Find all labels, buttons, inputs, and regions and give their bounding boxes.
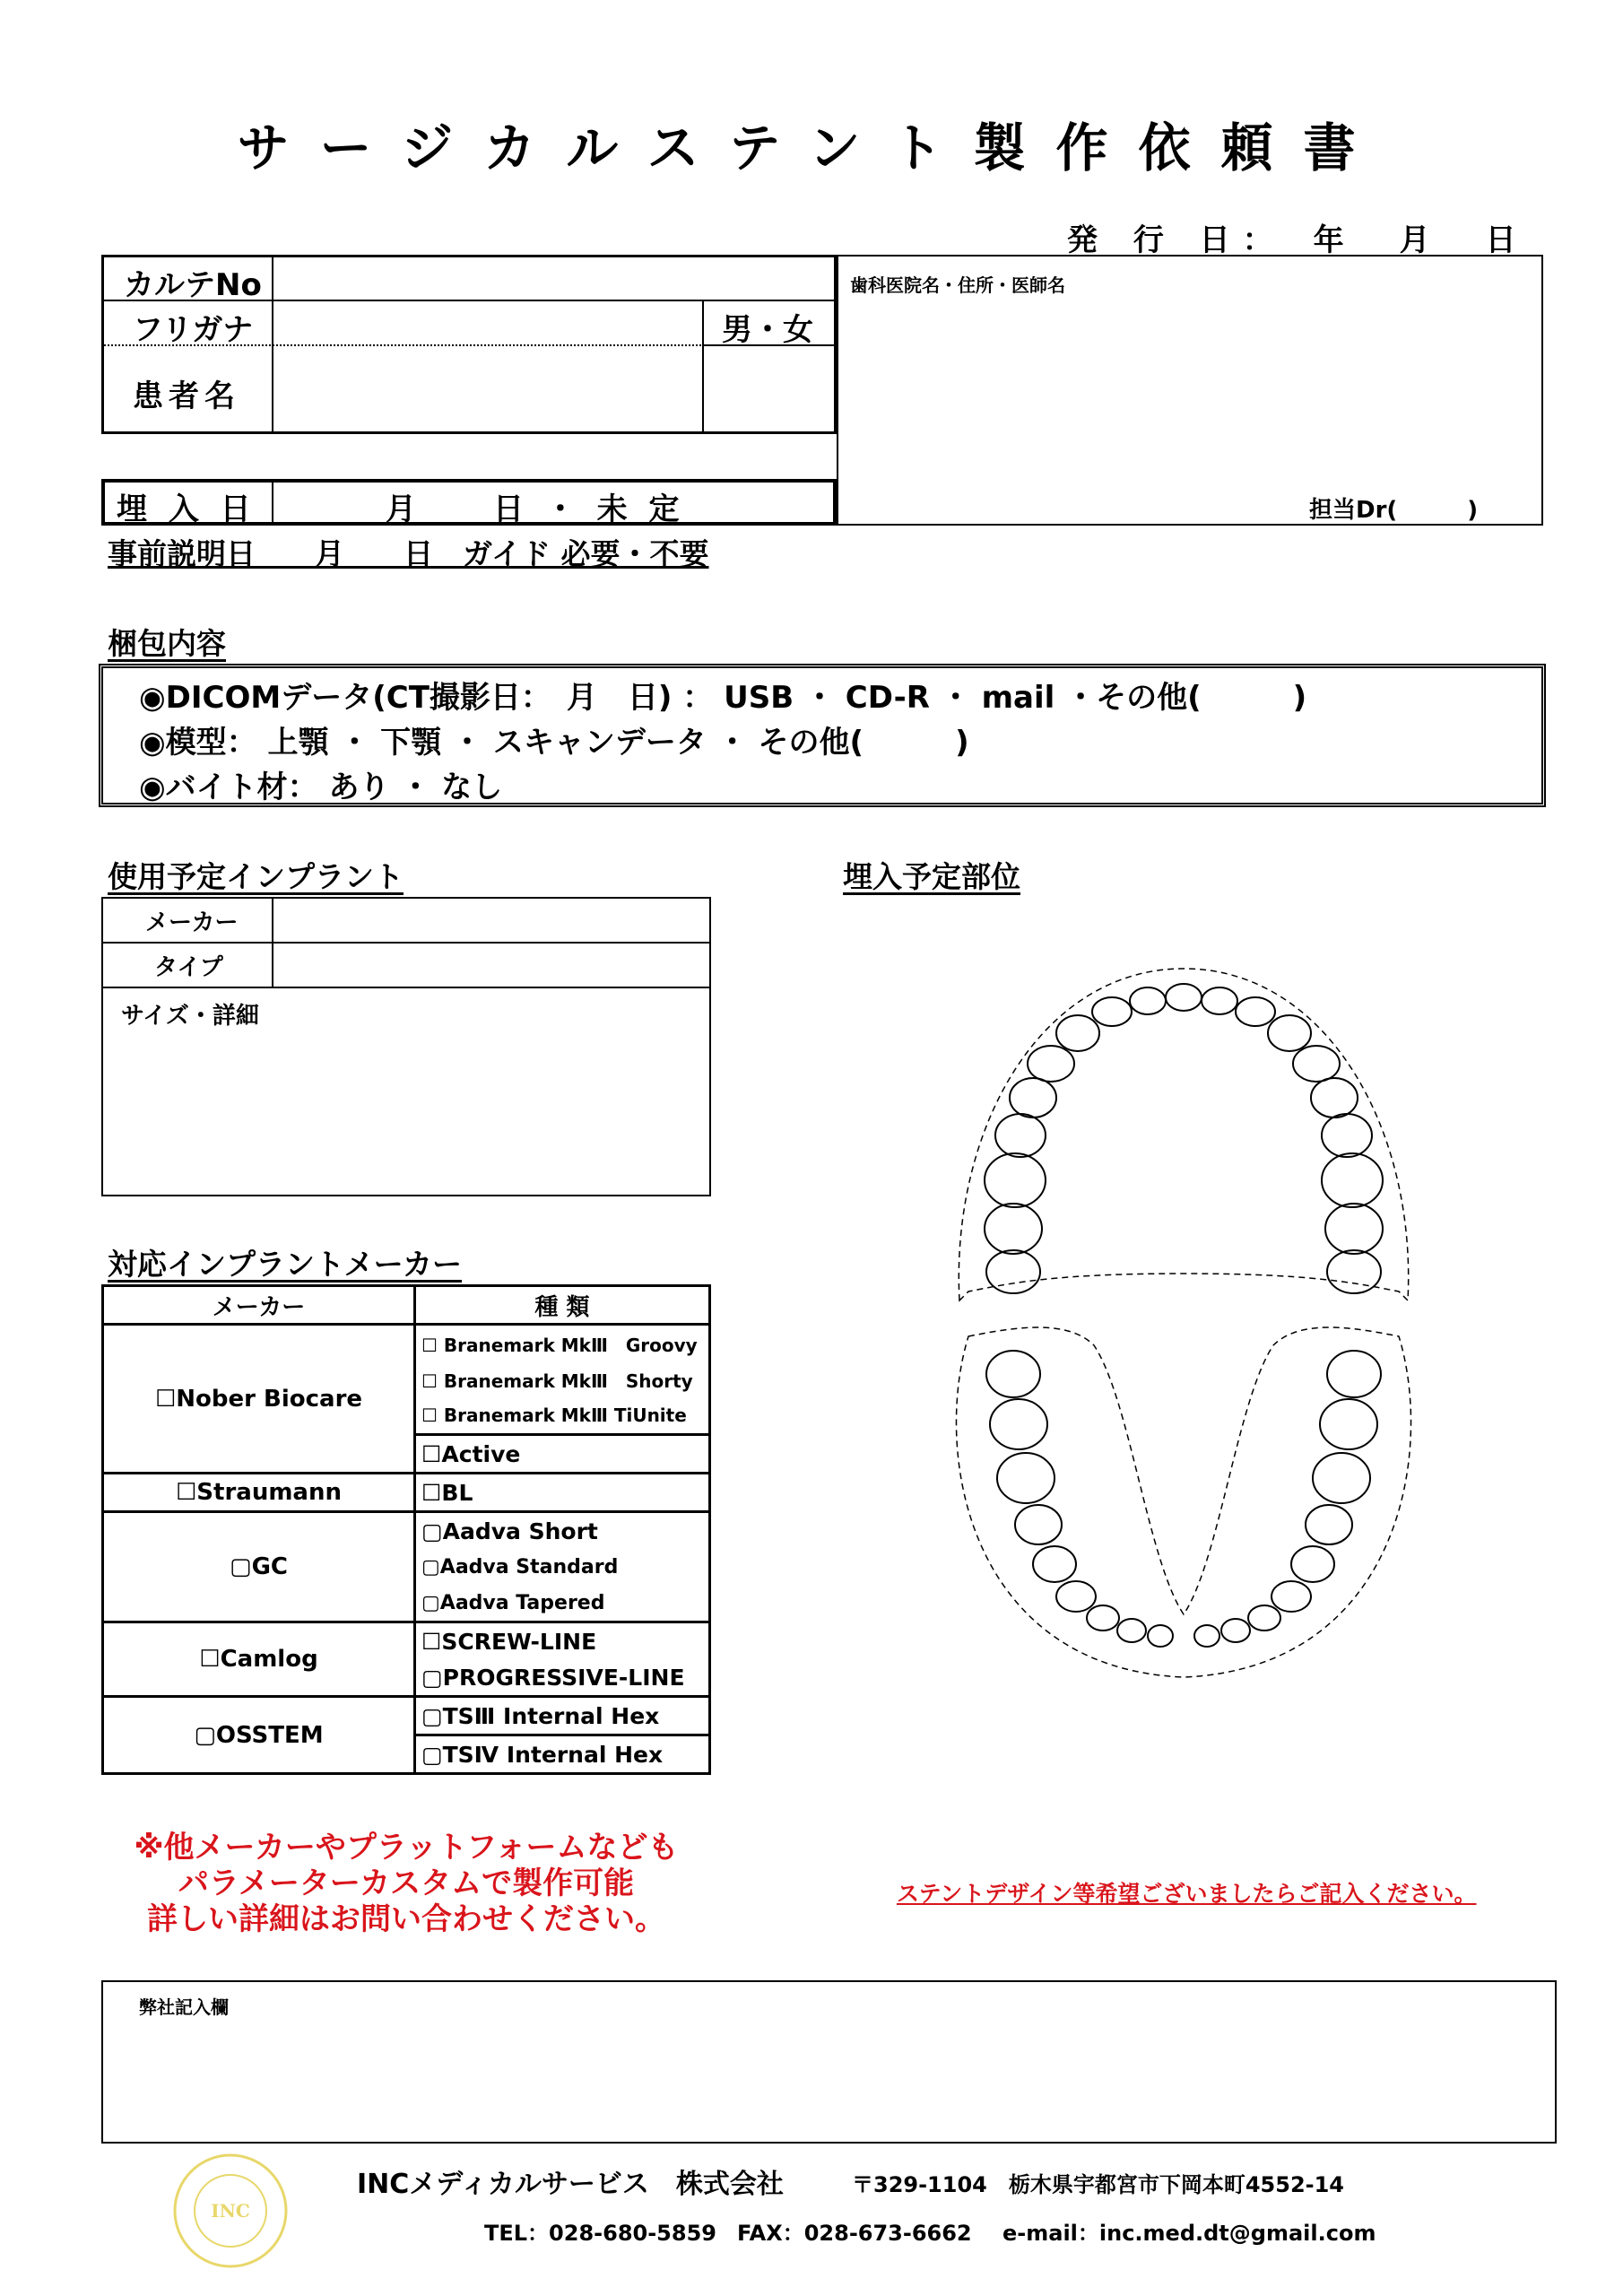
maker-osstem[interactable]: ▢OSSTEM <box>103 1697 415 1774</box>
type-osstem-ts3[interactable]: ▢TSⅢ Internal Hex <box>415 1697 710 1735</box>
implant-date-value[interactable]: 月 日 ・ 未 定 <box>386 491 685 527</box>
company-address: 〒329-1104 栃木県宇都宮市下岡本町4552-14 <box>852 2172 1345 2197</box>
maker-camlog[interactable]: ☐Camlog <box>103 1622 415 1697</box>
lower-arch <box>956 1327 1410 1677</box>
sex-options[interactable]: 男・女 <box>722 312 813 348</box>
company-fax: FAX：028-673-6662 <box>737 2221 972 2246</box>
patient-name-label: 患者名 <box>133 378 240 414</box>
pre-explanation-date[interactable]: 事前説明日 月 日 ガイド 必要・不要 <box>108 536 709 571</box>
type-nobel-tiunite[interactable]: ☐ Branemark MkⅢ TiUnite <box>415 1397 710 1435</box>
site-heading: 埋入予定部位 <box>843 859 1020 894</box>
patient-name-field[interactable] <box>274 348 700 432</box>
implant-date-label: 埋 入 日 <box>117 491 256 527</box>
chart-no-label: カルテNo <box>124 267 262 303</box>
implant-heading: 使用予定インプラント <box>108 859 404 894</box>
chart-no-field[interactable] <box>274 257 700 298</box>
furigana-field[interactable] <box>274 301 700 343</box>
doctor-label: 担当Dr( ) <box>1309 497 1479 524</box>
maker-gc[interactable]: ▢GC <box>103 1512 415 1622</box>
type-camlog-screw[interactable]: ☐SCREW-LINE <box>415 1622 710 1660</box>
size-label: サイズ・詳細 <box>121 1003 259 1030</box>
company-email[interactable]: e-mail：inc.med.dt@gmail.com <box>1002 2221 1376 2246</box>
company-tel: TEL：028-680-5859 <box>484 2221 716 2246</box>
red-note-line-3: 詳しい詳細はお問い合わせください。 <box>147 1901 665 1937</box>
red-note-line-2: パラメーターカスタムで製作可能 <box>178 1866 635 1901</box>
red-note-line-1: ※他メーカーやプラットフォームなども <box>134 1830 679 1866</box>
red-note-right: ステントデザイン等希望ございましたらご記入ください。 <box>897 1881 1477 1907</box>
type-label: タイプ <box>154 954 223 981</box>
type-gc-standard[interactable]: ▢Aadva Standard <box>415 1549 710 1585</box>
company-logo <box>170 2151 291 2272</box>
col-type: 種 類 <box>415 1286 710 1325</box>
type-gc-tapered[interactable]: ▢Aadva Tapered <box>415 1585 710 1622</box>
maker-nobel[interactable]: ☐Nober Biocare <box>103 1325 415 1474</box>
type-field[interactable] <box>274 944 709 985</box>
red-note-left <box>101 1830 711 1937</box>
type-nobel-active[interactable]: ☐Active <box>415 1435 710 1474</box>
size-field[interactable] <box>103 1031 709 1195</box>
maker-field[interactable] <box>274 899 709 940</box>
office-use-box[interactable] <box>101 1980 1557 2144</box>
maker-label: メーカー <box>145 909 239 936</box>
issue-date: 発 行 日： 年 月 日 <box>1067 222 1529 258</box>
svg-text:INC: INC <box>211 2200 250 2222</box>
maker-table <box>101 1284 711 1775</box>
package-heading: 梱包内容 <box>108 626 226 661</box>
furigana-label: フリガナ <box>133 312 254 348</box>
office-use-label: 弊社記入欄 <box>139 1996 229 2018</box>
document-title: サージカルステント製作依頼書 <box>237 117 1386 178</box>
package-line-model[interactable]: ◉模型： 上顎 ・ 下顎 ・ スキャンデータ ・ その他( ) <box>139 725 969 761</box>
type-nobel-shorty[interactable]: ☐ Branemark MkⅢ Shorty <box>415 1361 710 1397</box>
tooth-chart[interactable] <box>933 951 1435 1686</box>
type-straumann-bl[interactable]: ☐BL <box>415 1474 710 1512</box>
package-line-dicom[interactable]: ◉DICOMデータ(CT撮影日： 月 日) ： USB ・ CD-R ・ mail ・その他( ) <box>139 680 1307 716</box>
company-name: INCメディカルサービス 株式会社 <box>357 2169 784 2200</box>
type-camlog-progressive[interactable]: ▢PROGRESSIVE-LINE <box>415 1659 710 1697</box>
upper-arch <box>959 969 1408 1300</box>
maker-straumann[interactable]: ☐Straumann <box>103 1474 415 1512</box>
type-osstem-ts4[interactable]: ▢TSⅣ Internal Hex <box>415 1735 710 1774</box>
package-line-bite[interactable]: ◉バイト材： あり ・ なし <box>139 770 503 805</box>
clinic-label: 歯科医院名・住所・医師名 <box>850 274 1065 296</box>
type-nobel-groovy[interactable]: ☐ Branemark MkⅢ Groovy <box>415 1325 710 1362</box>
col-maker: メーカー <box>103 1286 415 1325</box>
type-gc-short[interactable]: ▢Aadva Short <box>415 1512 710 1550</box>
makers-heading: 対応インプラントメーカー <box>108 1247 463 1282</box>
